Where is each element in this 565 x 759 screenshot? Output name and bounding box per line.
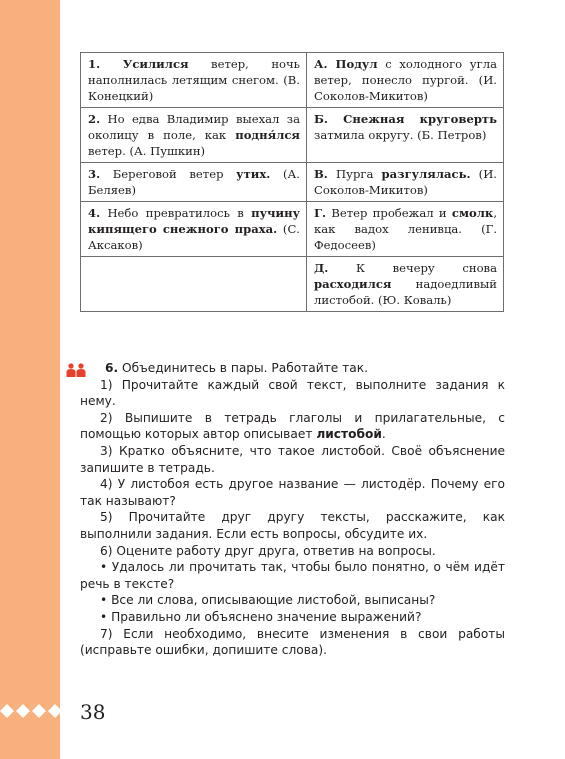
text-fragment: затмила округу. (Б. Петров) xyxy=(314,128,487,142)
task-question: • Удалось ли прочитать так, чтобы было понятно, о чём идёт речь в тексте? xyxy=(80,560,505,591)
text-fragment: ветер, ночь наполнилась летящим снегом. (В. Конецкий) xyxy=(88,57,300,103)
text-fragment: Пурга xyxy=(327,167,382,181)
bold-fragment: смолк xyxy=(451,206,494,220)
table-cell-right xyxy=(307,202,504,257)
text-fragment: с холодного угла ветер, понесло пургой. (И. Соколов-Микитов) xyxy=(314,57,497,103)
task-item-keyword: листобой xyxy=(316,427,382,442)
text-fragment: (И. Соколов-Микитов) xyxy=(314,167,497,197)
table-cell-right xyxy=(307,53,504,108)
table-cell-right xyxy=(307,108,504,163)
task-item xyxy=(80,543,505,560)
bold-fragment: пучину кипящего снежного праха. xyxy=(88,206,300,236)
bold-fragment: подня́лся xyxy=(235,128,300,142)
bold-fragment: 3. xyxy=(88,167,101,181)
task-item-text: 6) Оцените работу друг друга, ответив на вопросы. xyxy=(100,543,436,558)
text-fragment: Береговой ветер xyxy=(100,167,237,181)
task-questions xyxy=(80,559,505,625)
task-question: • Все ли слова, описывающие листобой, выписаны? xyxy=(100,593,436,608)
task-item xyxy=(80,443,505,476)
task-item-text: 1) Прочитайте каждый свой текст, выполните задания к нему. xyxy=(80,377,505,409)
task-item-text: 5) Прочитайте друг другу тексты, расскажите, как выполнили задания. Если есть вопросы, обсудите их. xyxy=(80,510,505,541)
bold-fragment: Д. xyxy=(314,261,329,275)
bold-fragment: Г. xyxy=(314,206,327,220)
bold-fragment: Б. Снежная круговерть xyxy=(314,112,497,126)
bold-fragment: 2. xyxy=(88,112,101,126)
task-6 xyxy=(80,360,505,659)
text-fragment: Небо превратилось в xyxy=(100,206,252,220)
table-row xyxy=(81,202,504,257)
matching-table xyxy=(80,52,504,312)
table-cell-left xyxy=(81,202,307,257)
table-row xyxy=(81,257,504,312)
table-row xyxy=(81,163,504,202)
task-item-text: 4) У листобоя есть другое название — листодёр. Почему его так называют? xyxy=(80,477,505,508)
task-item-punct: . xyxy=(381,427,386,442)
task-number: 6. xyxy=(105,361,119,375)
table-row xyxy=(81,108,504,163)
page-number: 38 xyxy=(80,700,106,724)
bold-fragment: В. xyxy=(314,167,328,181)
task-item xyxy=(80,509,505,542)
table-cell-left xyxy=(81,108,307,163)
task-intro xyxy=(80,360,505,377)
page-margin-strip xyxy=(0,0,60,759)
text-fragment: надоедливый листобой. (Ю. Коваль) xyxy=(314,277,497,307)
table-cell-right xyxy=(307,163,504,202)
bold-fragment: утих. xyxy=(236,167,271,181)
task-question: • Правильно ли объяснено значение выражений? xyxy=(100,609,422,624)
diamond-ornament-icon xyxy=(0,702,62,720)
text-fragment: , как вадох ленивца. (Г. Федосеев) xyxy=(314,206,497,252)
table-cell-right xyxy=(307,257,504,312)
text-fragment: (С. Аксаков) xyxy=(88,222,300,252)
text-fragment: Ветер пробежал и xyxy=(326,206,452,220)
task-item xyxy=(80,377,505,410)
task-item xyxy=(80,476,505,509)
task-items xyxy=(80,377,505,560)
task-item-final: 7) Если необходимо, внесите изменения в свои работы (исправьте ошибки, допишите слова). xyxy=(80,626,505,658)
task-item-text: 3) Кратко объясните, что такое листобой. Своё объяснение запишите в тетрадь. xyxy=(80,443,505,475)
task-item xyxy=(80,410,505,443)
bold-fragment: А. Подул xyxy=(314,57,378,71)
table-row xyxy=(81,53,504,108)
text-fragment: (А. Беляев) xyxy=(88,167,300,197)
table-cell-left xyxy=(81,257,307,312)
bold-fragment: 4. xyxy=(88,206,101,220)
bold-fragment: разгулялась. xyxy=(381,167,471,181)
task-item-text: 2) Выпишите в тетрадь глаголы и прилагательные, с помощью которых автор описывает xyxy=(80,410,505,442)
table-cell-left xyxy=(81,163,307,202)
text-fragment: Но едва Владимир выехал за околицу в поле, как xyxy=(88,112,300,142)
bold-fragment: расходился xyxy=(314,277,392,291)
bold-fragment: 1. Усилился xyxy=(88,57,189,71)
text-fragment: ветер. (А. Пушкин) xyxy=(88,144,206,158)
table-cell-left xyxy=(81,53,307,108)
text-fragment: К вечеру снова xyxy=(328,261,497,275)
task-intro-text: Объединитесь в пары. Работайте так. xyxy=(118,361,368,375)
